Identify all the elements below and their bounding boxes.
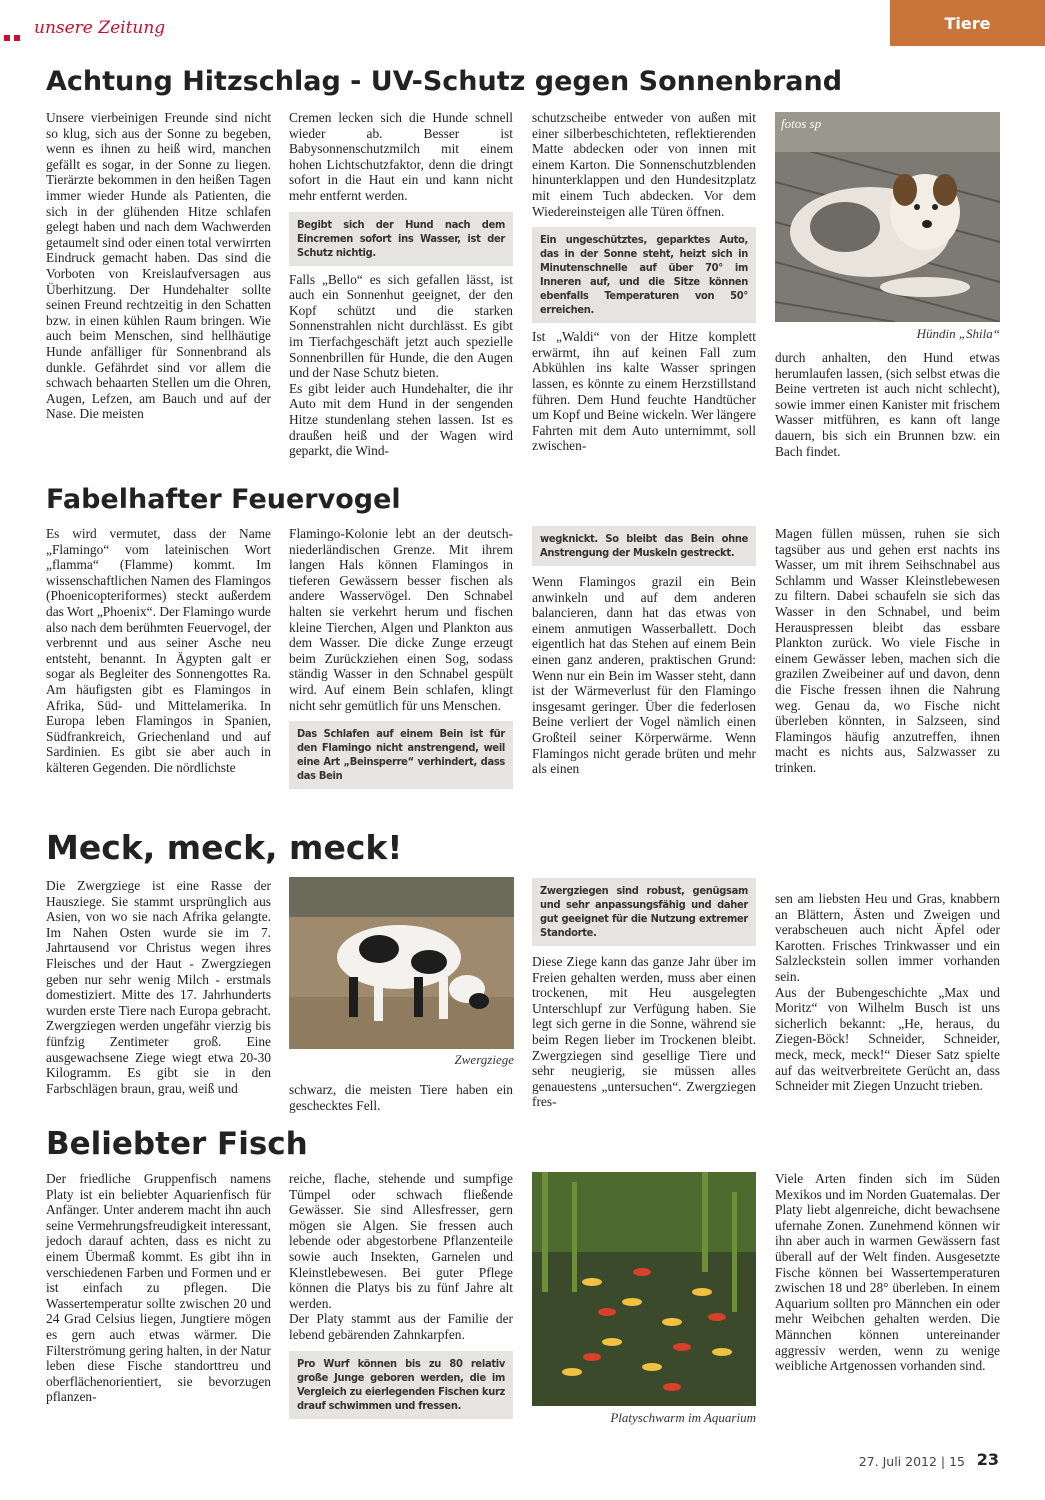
dog-image (775, 112, 1000, 322)
photo-caption: Platyschwarm im Aquarium (610, 1410, 756, 1425)
paragraph: Wenn Flamingos grazil ein Bein anwinkeln und auf dem anderen balancieren, dann hat das etwas von einem anmutigen Wasserballett. Doch eigentlich hat das Stehen auf einem Bein einen ganz anderen, praktischen Grund: Wenn nur ein Bein im Wasser steht, dann ist der Wärmeverlust für den Flamingo insgesamt geringer. Über die federlosen Beine verliert der Vogel nämlich einen Großteil seiner Körperwärme. Wenn Flamingos nicht gerade brüten und mehr als einen (532, 574, 756, 777)
article-title: Meck, meck, meck! (46, 828, 403, 867)
paragraph: Falls „Bello“ es sich gefallen lässt, ist auch ein Sonnenhut geeignet, der den Kopf schützt und die starken Sonnenstrahlen nicht durchlässt. Es gibt im Tierfachgeschäft jetzt auch spezielle Sonnenbrillen für Hunde, die den Augen und der Nase Schutz bieten. Es gibt leider auch Hundehalter, die ihr Auto mit dem Hund in der sengenden Hitze stundenlang stehen lassen. Ist es draußen heiß und der Wagen wird geparkt, die Wind- (289, 271, 513, 459)
pull-quote: Begibt sich der Hund nach dem Eincremen sofort ins Wasser, ist der Schutz nichtig. (289, 212, 513, 266)
article-column (775, 891, 1000, 1094)
article-title: Fabelhafter Feuervogel (46, 484, 401, 515)
pull-quote: Pro Wurf können bis zu 80 relativ große Junge geboren werden, die im Vergleich zu eierlegenden Fischen kurz drauf schwimmen und fressen. (289, 1351, 513, 1419)
paragraph: Es wird vermutet, dass der Name „Flamingo“ vom lateinischen Wort „flamma“ (Flamme) kommt. Im wissenschaftlichen Namen des Flamingos (Phoenicopteriformes) steckt außerdem das Wort „Phoenix“. Der Flamingo wurde also nach dem berühmten Feuervogel, der verbrennt und aus seiner Asche neu entsteht, benannt. In Ägypten galt er sogar als Begleiter des Sonnengottes Ra. Am häufigsten gibt es Flamingos in Afrika, Süd- und Mittelamerika. In Europa leben Flamingos in Spanien, Südfrankreich, Griechenland und auf Sardinien. Es gibt sie aber auch in kälteren Gegenden. Die nördlichste (46, 526, 271, 775)
red-square-icon (14, 35, 20, 41)
article-column (46, 1171, 271, 1405)
article-column (289, 1082, 513, 1113)
red-square-icon (4, 35, 10, 41)
pull-quote: wegknickt. So bleibt das Bein ohne Anstrengung der Muskeln gestreckt. (532, 526, 756, 566)
fish-photo (532, 1172, 756, 1406)
pull-quote: Ein ungeschütztes, geparktes Auto, das in der Sonne steht, heizt sich in Minutenschnelle auf über 70° im Inneren auf, und die Sitze können ebenfalls Temperaturen von 50° erreichen. (532, 227, 756, 323)
article-column (775, 526, 1000, 776)
paragraph: reiche, flache, stehende und sumpfige Tümpel oder schwach fließende Gewässer. Sie sind Allesfresser, gern mögen sie Algen. Sie fressen auch lebende oder abgestorbene Pflanzenteile sowie auch Insekten, Garnelen und Kleinstlebewesen. Bei guter Pflege können die Platys bis zu fünf Jahre alt werden. Der Platy stammt aus der Familie der lebend gebärenden Zahnkarpfen. (289, 1171, 513, 1342)
article-column (532, 526, 756, 777)
paragraph: sen am liebsten Heu und Gras, knabbern an Blättern, Ästen und Zweigen und verabscheuen auch nicht Äpfel oder Karotten. Frisches Trinkwasser und ein Salzleckstein sollen immer vorhanden sein. Aus der Bubengeschichte „Max und Moritz“ von Wilhelm Busch ist uns sicherlich bekannt: „He, heraus, du Ziegen-Böck! Schneider, Schneider, meck, meck, meck!“ Dieser Satz spielte auf das weitverbreitete Gerücht an, dass Schneider mit Ziegen Unzucht trieben. (775, 891, 1000, 1094)
article-title: Beliebter Fisch (46, 1126, 308, 1162)
pull-quote: Zwergziegen sind robust, genügsam und sehr anpassungsfähig und daher gut geeignet für die Nutzung extremer Standorte. (532, 878, 756, 946)
article-title: Achtung Hitzschlag - UV-Schutz gegen Sonnenbrand (46, 66, 843, 97)
issue-date: 27. Juli 2012 | 15 (858, 1454, 965, 1469)
paragraph: Viele Arten finden sich im Süden Mexikos und im Norden Guatemalas. Der Platy liebt algenreiche, dicht bewachsene ufernahe Zonen. Zunehmend können wir ihn aber auch in warmen Gewässern fast überall auf der Welt finden. Ausgesetzte Fische können bei Wassertemperaturen zwischen 18 und 28° überleben. In einem Aquarium sollten pro Männchen ein oder mehr Weibchen gehalten werden. Die Männchen können untereinander aggressiv werden, wenn zu wenige weibliche Artgenossen vorhanden sind. (775, 1171, 1000, 1374)
fish-image (532, 1172, 756, 1406)
paragraph: Die Zwergziege ist eine Rasse der Hausziege. Sie stammt ursprünglich aus Asien, von wo sie nach Afrika gelangte. Im Nahen Osten wurde sie im 7. Jahrtausend vor Christus wegen ihres Fleisches und der Haut - Zwergziegen geben nur sehr wenig Milch - erstmals domestiziert. Mitte des 17. Jahrhunderts wurden erste Tiere nach Europa gebracht. Zwergziegen werden ungefähr vierzig bis fünfzig Zentimeter groß. Eine ausgewachsene Ziege wiegt etwa 20-30 Kilogramm. Es gibt sie in den Farbschlägen braun, grau, weiß und (46, 878, 271, 1096)
article-column (46, 526, 271, 776)
article-column (289, 110, 513, 459)
paragraph: durch anhalten, den Hund etwas herumlaufen lassen, (sich selbst etwas die Beine vertreten ist auch nicht schlecht), sowie immer einen Kanister mit frischem Wasser mitführen, es kann oft lange dauern, bis sich ein Brunnen bzw. ein Bach findet. (775, 350, 1000, 459)
section-tab[interactable]: Tiere (890, 0, 1045, 46)
article-column (46, 878, 271, 1096)
dog-photo (775, 112, 1000, 322)
paragraph: Der friedliche Gruppenfisch namens Platy ist ein beliebter Aquarienfisch für Anfänger. Unter anderem macht ihn auch seine Vermehrungsfreudigkeit interessant, jedoch darauf achten, dass es nicht zu einem Übermaß kommt. Es gibt ihn in verschiedenen Farben und Formen und er ist einfach zu pflegen. Die Wassertemperatur sollte zwischen 20 und 24 Grad Celsius liegen, Jungtiere mögen es gern auch etwas wärmer. Die Filterströmung gering halten, in der Natur leben diese Fische standorttreu und oberflächenorientiert, sie bevorzugen pflanzen- (46, 1171, 271, 1405)
article-column (46, 110, 271, 422)
article-column (289, 526, 513, 789)
brand-logo: unsere Zeitung (34, 18, 166, 38)
article-column (532, 110, 756, 454)
paragraph: Diese Ziege kann das ganze Jahr über im Freien gehalten werden, muss aber einen trockenen, mit Heu ausgelegten Unterschlupf zur Verfügung haben. Sie legt sich gerne in die Sonne, während sie beim Regen lieber im Trockenen bleibt. Zwergziegen sind gesellige Tiere und sehr neugierig, sie müssen alles genauestens „untersuchen“. Zwergziegen fres- (532, 954, 756, 1110)
goat-image (289, 877, 514, 1049)
paragraph: Ist „Waldi“ von der Hitze komplett erwärmt, ihn auf keinen Fall zum Abkühlen ins kalte Wasser springen lassen, es könnte zu einem Herzstillstand führen. Dem Hund feuchte Handtücher um Kopf und Beine wickeln. Wer längere Fahrten mit dem Auto unternimmt, soll zwischen- (532, 329, 756, 454)
photo-credit: fotos sp (781, 116, 822, 131)
pull-quote: Das Schlafen auf einem Bein ist für den Flamingo nicht anstrengend, weil eine Art „Beinsperre“ verhindert, dass das Bein (289, 721, 513, 789)
header-dots (4, 28, 24, 46)
article-column (775, 1171, 1000, 1374)
article-column (775, 350, 1000, 459)
goat-photo (289, 877, 514, 1049)
paragraph: schutzscheibe entweder von außen mit einer silberbeschichteten, reflektierenden Matte abdecken oder von innen mit einem Karton. Die Sonnenschutzblenden hinunterklappen und den Hundesitzplatz mit einem Tuch abdecken. Vor dem Wiedereinsteigen alle Türen öffnen. (532, 110, 756, 219)
paragraph: Unsere vierbeinigen Freunde sind nicht so klug, sich aus der Sonne zu begeben, wenn es ihnen zu heiß wird, manchen gefällt es sogar, in der Sonne zu liegen. Tierärzte bekommen in den heißen Tagen immer wieder Hunde als Patienten, die sich in der glühenden Hitze schlafen gelegt haben und nach dem Wachwerden getaumelt sind oder einen total verwirrten Eindruck gemacht haben. Das sind die Vorboten von Kreislaufversagen aus Überhitzung. Der Hundehalter sollte seinen Freund rechtzeitig in den Schatten bzw. in einen kühlen Raum bringen. Wie auch beim Menschen, sind hellhäutige Hunde anfälliger für Sonnenbrand als dunkle. Gefährdet sind vor allem die schwach behaarten Stellen um die Ohren, Augen, Lefzen, am Bauch und auf der Nase. Die meisten (46, 110, 271, 422)
article-column (289, 1171, 513, 1419)
page-number: 23 (976, 1450, 999, 1469)
photo-caption: Zwergziege (454, 1052, 514, 1067)
paragraph: schwarz, die meisten Tiere haben ein geschecktes Fell. (289, 1082, 513, 1113)
photo-caption: Hündin „Shila“ (916, 326, 1000, 341)
paragraph: Magen füllen müssen, ruhen sie sich tagsüber aus und gehen erst nachts ins Wasser, um mit ihrem Seihschnabel aus Schlamm und Wasser Kleinstlebewesen zu filtern. Dabei schaufeln sie sich das Wasser in den Schnabel, und beim Herauspressen bleibt das essbare Plankton zurück. Wo viele Fische in einem Gewässer leben, machen sich die grazilen Zweibeiner auf und davon, denn die Fische fressen ihnen die Nahrung weg. Genau da, wo Fische nicht überleben könnten, in Salzseen, sind Flamingos häufig anzutreffen, ihnen macht es nichts aus, Salzwasser zu trinken. (775, 526, 1000, 775)
article-column (532, 878, 756, 1110)
paragraph: Cremen lecken sich die Hunde schnell wieder ab. Besser ist Babysonnenschutzmilch mit einem hohen Lichtschutzfaktor, denn die dringt sofort in die Haut ein und kann nicht mehr entfernt werden. (289, 110, 513, 203)
paragraph: Flamingo-Kolonie lebt an der deutsch-niederländischen Grenze. Mit ihrem langen Hals können Flamingos in tieferen Gewässern besser fischen als andere Wasservögel. Den Schnabel halten sie verkehrt herum und fischen kleine Tierchen, Algen und Plankton aus dem Wasser. Die dicke Zunge erzeugt beim Zurückziehen einen Sog, sodass ständig Wasser in den Schnabel gespült wird. Auf einem Bein schlafen, klingt nicht sehr gemütlich für uns Menschen. (289, 526, 513, 713)
